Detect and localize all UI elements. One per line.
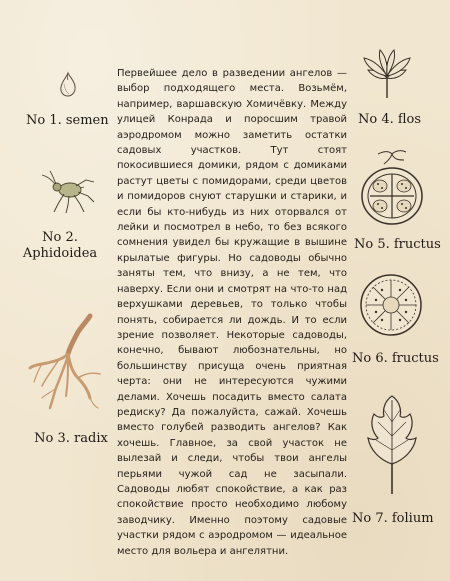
body-paragraph: Первейшее дело в разведении ангелов — выбор подходящего места. Возьмём, например, варшавскую Хомичёвку. Между улицей Конрада и поросшим травой аэродромом можно заметить остатки садовых участков. Тут стоят покосившиеся домики, рядом с домиками растут цветы с помидорами, среди цветов и помидоров снуют старушки и старики, и если бы кто-нибудь из них оторвался от лейки и посмотрел в небо, то без всякого сомнения увидел бы кружащие в вышине крылатые фигуры. Но садоводы обычно заняты тем, что внизу, а не тем, что наверху. Если они и смотрят на что-то над верхушками деревьев, то только чтобы понять, собирается ли дождь. И то если зрение позволяет. Некоторые садоводы, конечно, бывают любознательны, но большинству присуща очень приятная черта: они не интересуются чужими делами. Хочешь посадить вместо салата редиску? Да пожалуйста, сажай. Хочешь вместо голубей разводить ангелов? Как хочешь. Главное, за свой участок не вылезай и следи, чтобы твои ангелы перьями чужой сад не засыпали. Садоводы любят спокойствие, а как раз спокойствие просто необходимо любому заводчику. Именно поэтому садовые участки рядом с аэродромом — идеальное место для вольера и ангелятни. bbox=[117, 68, 347, 557]
leaf-icon bbox=[362, 394, 422, 498]
label-fructus-5: No 5. fructus bbox=[354, 237, 441, 252]
label-radix: No 3. radix bbox=[34, 431, 108, 446]
seed-icon bbox=[56, 70, 80, 98]
label-aphidoidea: No 2. Aphidoidea bbox=[22, 230, 98, 261]
label-flos: No 4. flos bbox=[358, 112, 422, 127]
tomato-slice-icon bbox=[358, 272, 424, 338]
aphid-icon bbox=[40, 170, 96, 214]
body-text bbox=[117, 66, 347, 559]
label-semen: No 1. semen bbox=[26, 113, 109, 128]
label-folium: No 7. folium bbox=[352, 511, 434, 526]
flower-icon bbox=[360, 44, 414, 100]
tomato-cross-section-icon bbox=[356, 148, 428, 228]
root-icon bbox=[28, 312, 104, 412]
label-fructus-6: No 6. fructus bbox=[352, 351, 439, 366]
